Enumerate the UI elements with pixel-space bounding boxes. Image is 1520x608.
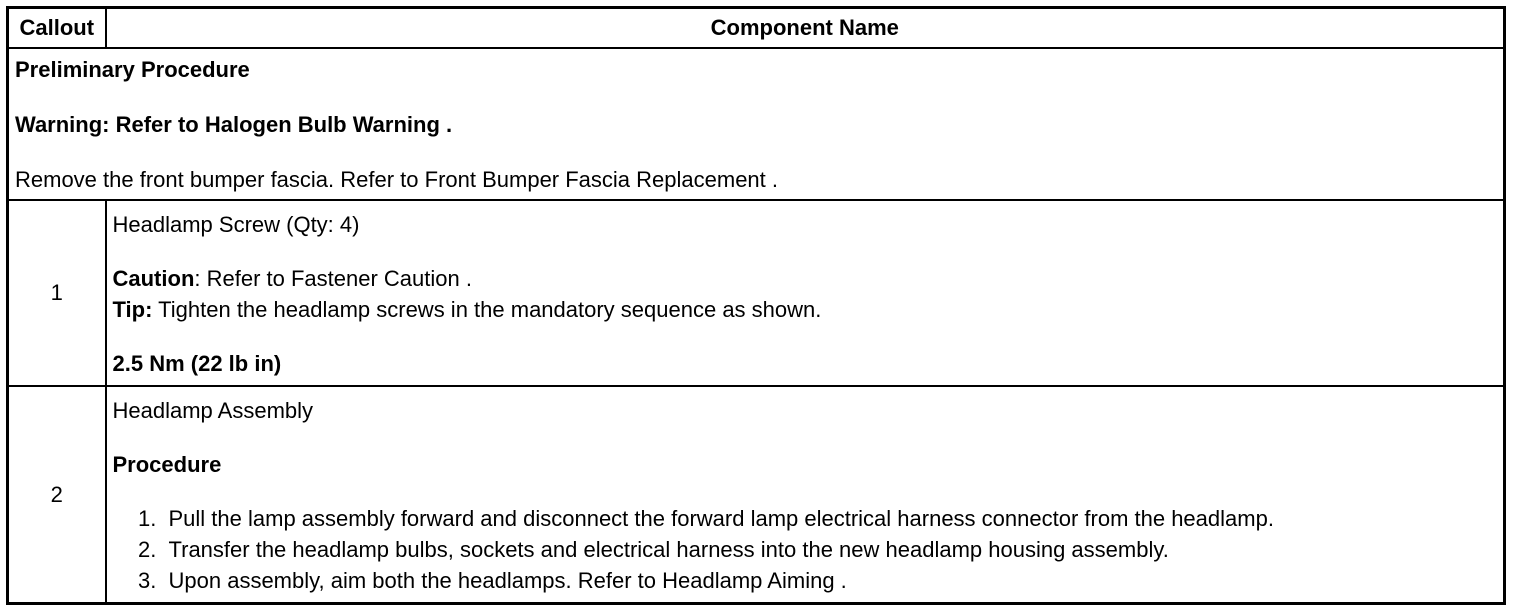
component-name-2: Headlamp Assembly xyxy=(112,398,314,423)
table-header-row xyxy=(8,8,1505,49)
caution-label: Caution xyxy=(112,266,195,291)
preliminary-warning: Warning: Refer to Halogen Bulb Warning . xyxy=(15,112,453,137)
tip-text: Tighten the headlamp screws in the mandatory sequence as shown. xyxy=(152,297,822,322)
procedure-step: 3. Upon assembly, aim both the headlamps. Refer to Headlamp Aiming . xyxy=(163,565,1498,596)
table-row xyxy=(8,386,1505,604)
preliminary-title: Preliminary Procedure xyxy=(15,57,250,82)
callout-2: 2 xyxy=(8,386,106,604)
component-name-1: Headlamp Screw (Qty: 4) xyxy=(112,212,360,237)
preliminary-row xyxy=(8,48,1505,200)
header-callout: Callout xyxy=(8,8,106,49)
preliminary-cell xyxy=(8,48,1505,200)
caution-text: : Refer to Fastener Caution . xyxy=(194,266,472,291)
procedure-steps xyxy=(113,503,1498,596)
caution-line xyxy=(113,263,1498,294)
header-component-name: Component Name xyxy=(106,8,1505,49)
callout-1: 1 xyxy=(8,200,106,386)
torque-spec: 2.5 Nm (22 lb in) xyxy=(112,351,282,376)
preliminary-step: Remove the front bumper fascia. Refer to Front Bumper Fascia Replacement . xyxy=(15,167,778,192)
component-cell-2 xyxy=(106,386,1505,604)
component-cell-1 xyxy=(106,200,1505,386)
component-table xyxy=(6,6,1506,605)
procedure-step: 1. Pull the lamp assembly forward and disconnect the forward lamp electrical harness connector from the headlamp. xyxy=(163,503,1498,534)
tip-line xyxy=(113,294,1498,325)
tip-label: Tip: xyxy=(112,297,153,322)
procedure-title: Procedure xyxy=(112,452,222,477)
procedure-step: 2. Transfer the headlamp bulbs, sockets and electrical harness into the new headlamp housing assembly. xyxy=(163,534,1498,565)
table-row xyxy=(8,200,1505,386)
component-table-container xyxy=(6,6,1506,605)
